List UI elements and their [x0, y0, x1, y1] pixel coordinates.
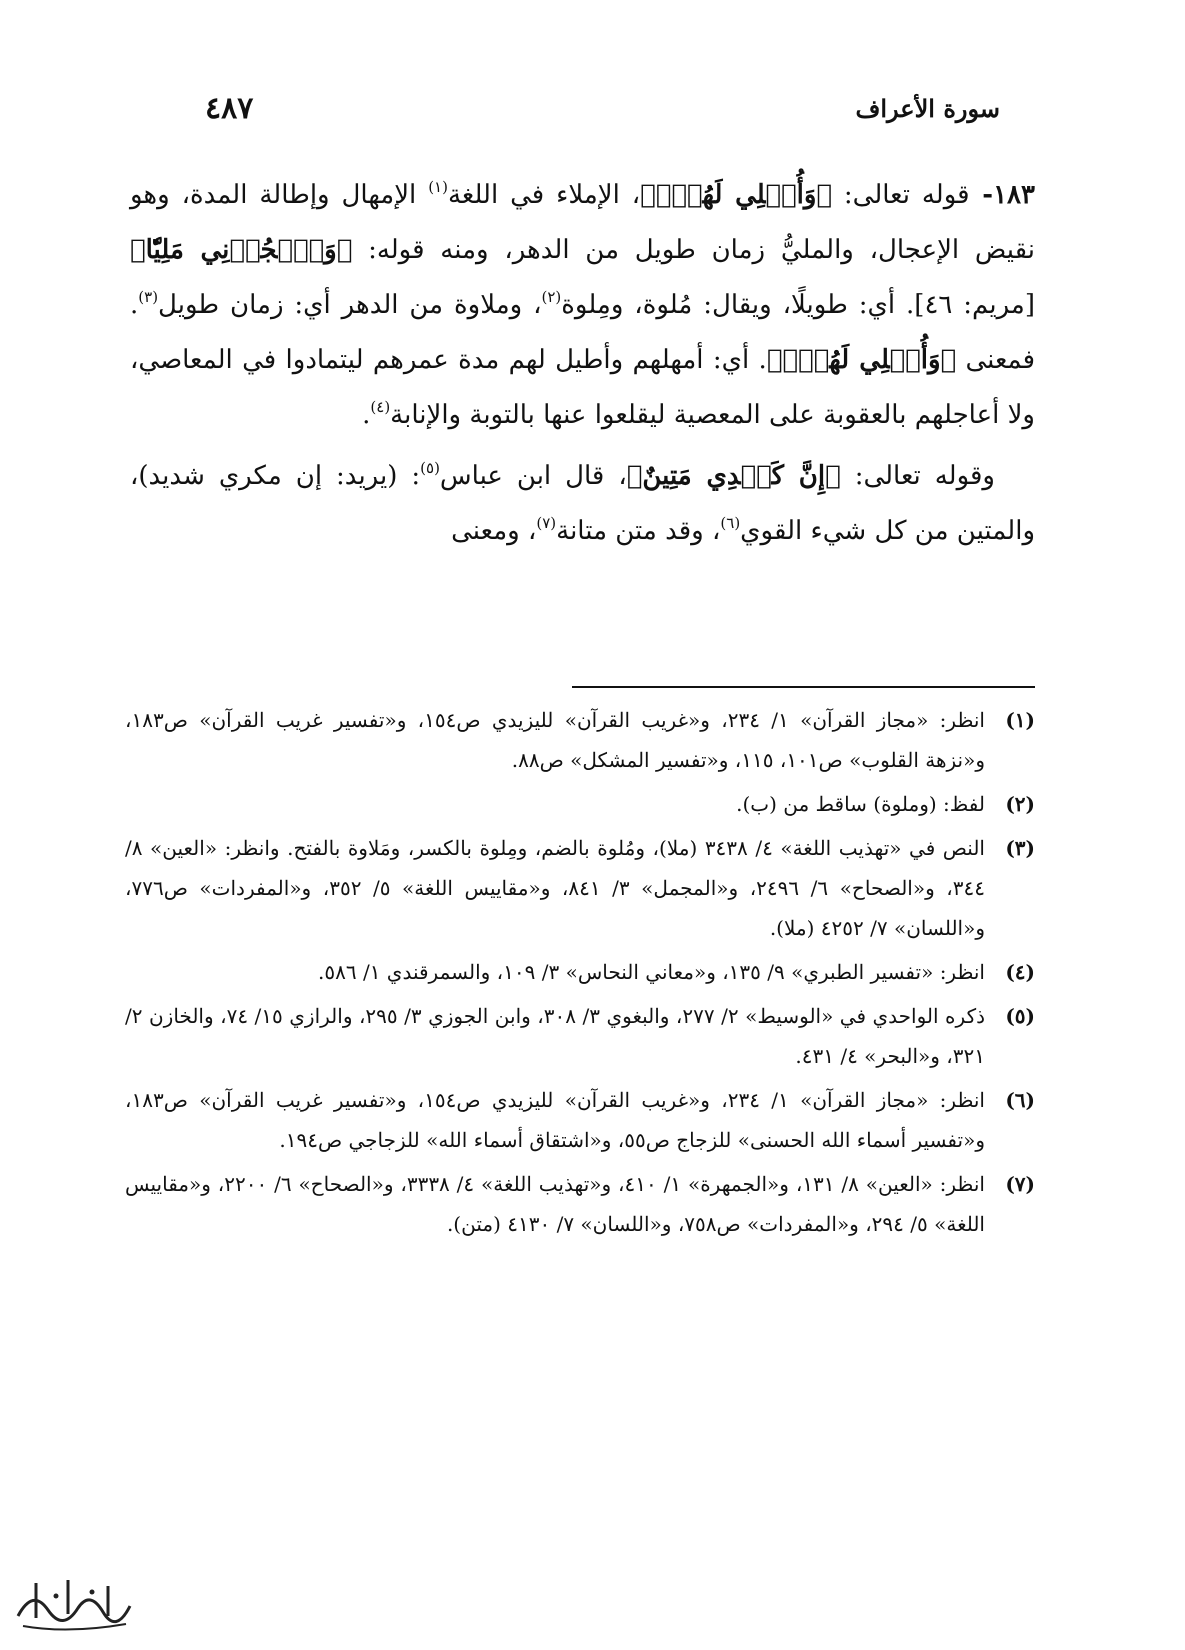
- footnote: [125, 1164, 1035, 1244]
- footnote-ref: (٤): [370, 398, 391, 416]
- text-span: .: [362, 400, 371, 430]
- footnote-text: لفظ: (وملوة) ساقط من (ب).: [736, 792, 985, 816]
- footnote-separator: [572, 686, 1035, 688]
- calligraphy-logo-icon: [8, 1568, 138, 1638]
- quran-quote: ﴿إِنَّ كَيۡدِي مَتِينٌ﴾: [626, 461, 841, 491]
- text-span: . فمعنى: [130, 290, 1036, 375]
- quran-quote: ﴿وَأُمۡلِي لَهُمۡۚ﴾: [766, 345, 957, 375]
- footnote-text: النص في «تهذيب اللغة» ٤/ ٣٤٣٨ (ملا)، ومُلوة بالضم، ومِلوة بالكسر، ومَلاوة بالفتح. وانظر: «العين» ٨/ ٣٤٤، و«الصحاح» ٦/ ٢٤٩٦، و«المجمل» ٣/ ٨٤١، و«مقاييس اللغة» ٥/ ٣٥٢، و«المفردات» ص٧٧٦، و«اللسان» ٧/ ٤٢٥٢ (ملا).: [125, 836, 985, 940]
- footnote-number: (٣): [1005, 836, 1035, 860]
- quran-quote: ﴿وَٱهۡجُرۡنِي مَلِيّٗا﴾: [130, 235, 353, 265]
- page-number: ٤٨٧: [205, 90, 254, 126]
- verse-number: ١٨٣-: [969, 180, 1035, 210]
- footnote-number: (٦): [1005, 1088, 1035, 1112]
- footnote-text: انظر: «مجاز القرآن» ١/ ٢٣٤، و«غريب القرآن» لليزيدي ص١٥٤، و«تفسير غريب القرآن» ص١٨٣، و«تفسير أسماء الله الحسنى» للزجاج ص٥٥، و«اشتقاق أسماء الله» للزجاجي ص١٩٤.: [125, 1088, 985, 1152]
- text-span: ، الإملاء في اللغة: [447, 180, 641, 210]
- paragraph-183: [130, 168, 1035, 443]
- footnote-ref: (٦): [720, 514, 741, 532]
- footnote: [125, 784, 1035, 824]
- footnote-number: (٢): [1005, 792, 1035, 816]
- footnote-text: ذكره الواحدي في «الوسيط» ٢/ ٢٧٧، والبغوي ٣/ ٣٠٨، وابن الجوزي ٣/ ٢٩٥، والرازي ١٥/ ٧٤، والخازن ٢/ ٣٢١، و«البحر» ٤/ ٤٣١.: [125, 1004, 985, 1068]
- text-span: الإمهال وإطالة المدة، وهو نقيض الإعجال، والمليُّ زمان طويل من الدهر، ومنه قوله:: [130, 180, 1035, 265]
- footnote: [125, 952, 1035, 992]
- main-text: [130, 168, 1035, 559]
- footnote-ref: (٥): [420, 459, 440, 477]
- footnote-ref: (٧): [536, 514, 557, 532]
- text-span: [مريم: ٤٦]. أي: طويلًا، ويقال: مُلوة، ومِلوة: [561, 290, 1035, 320]
- footnote-ref: (١): [428, 178, 448, 196]
- footnote-number: (١): [1005, 708, 1035, 732]
- text-span: ، وملاوة من الدهر أي: زمان طويل: [158, 290, 542, 320]
- footnote-text: انظر: «تفسير الطبري» ٩/ ١٣٥، و«معاني النحاس» ٣/ ١٠٩، والسمرقندي ١/ ٥٨٦.: [318, 960, 985, 984]
- text-span: ، ومعنى: [451, 516, 537, 546]
- footnote-number: (٧): [1005, 1172, 1035, 1196]
- footnote-number: (٤): [1005, 960, 1035, 984]
- footnote-text: انظر: «مجاز القرآن» ١/ ٢٣٤، و«غريب القرآن» لليزيدي ص١٥٤، و«تفسير غريب القرآن» ص١٨٣، و«نزهة القلوب» ص١٠١، ١١٥، و«تفسير المشكل» ص٨٨.: [125, 708, 985, 772]
- page-header: [205, 88, 1000, 128]
- footnote: [125, 828, 1035, 948]
- footnote-number: (٥): [1005, 1004, 1035, 1028]
- footnote: [125, 996, 1035, 1076]
- quran-quote: ﴿وَأُمۡلِي لَهُمۡۚ﴾: [640, 180, 832, 210]
- text-span: ، قال ابن عباس: [439, 461, 627, 491]
- footnote-text: انظر: «العين» ٨/ ١٣١، و«الجمهرة» ١/ ٤١٠، و«تهذيب اللغة» ٤/ ٣٣٣٨، و«الصحاح» ٦/ ٢٢٠٠، و«مقاييس اللغة» ٥/ ٢٩٤، و«المفردات» ص٧٥٨، و«اللسان» ٧/ ٤١٣٠ (متن).: [125, 1172, 985, 1236]
- text-span: : (يريد: إن مكري شديد)، والمتين من كل شيء القوي: [130, 461, 1035, 546]
- footnotes: [125, 700, 1035, 1248]
- sura-title: سورة الأعراف: [855, 93, 1000, 123]
- footnote: [125, 700, 1035, 780]
- footnote-ref: (٣): [138, 288, 159, 306]
- text-span: . أي: أمهلهم وأطيل لهم مدة عمرهم ليتمادوا في المعاصي، ولا أعاجلهم بالعقوبة على المعصية ليقلعوا عنها بالتوبة والإنابة: [130, 345, 1035, 430]
- text-span: ، وقد متن متانة: [556, 516, 721, 546]
- footnote: [125, 1080, 1035, 1160]
- text-span: وقوله تعالى:: [840, 461, 995, 491]
- paragraph-kaydi: [130, 449, 1035, 559]
- text-span: قوله تعالى:: [832, 180, 970, 210]
- footnote-ref: (٢): [541, 288, 562, 306]
